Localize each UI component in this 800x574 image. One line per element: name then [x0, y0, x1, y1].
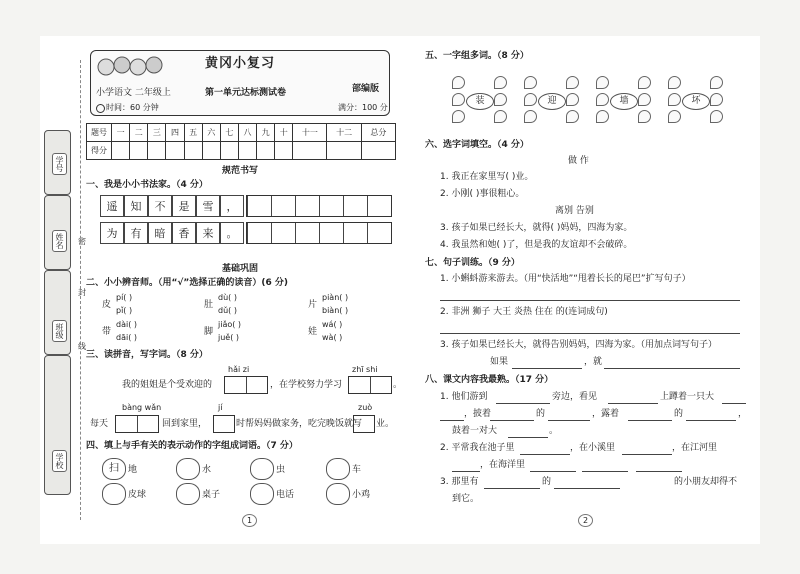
q2-char: 肚 — [204, 300, 214, 310]
score-head-8: 八 — [238, 124, 256, 142]
q8-text: ，露着 — [592, 409, 620, 419]
leaf-icon — [638, 76, 651, 89]
q3-answer-box[interactable] — [348, 376, 392, 394]
q6-sentence[interactable]: 1. 我正在家里写( )业。 — [440, 172, 534, 182]
q1-copy-grid-1[interactable] — [246, 195, 392, 217]
score-head-2: 二 — [130, 124, 148, 142]
score-cell[interactable] — [361, 142, 395, 160]
q8-title: 八、课文内容我最熟。（17 分） — [425, 375, 554, 385]
score-head-9: 九 — [257, 124, 275, 142]
q6-sentence[interactable]: 2. 小刚( )事很粗心。 — [440, 189, 525, 199]
q2-option[interactable]: dù( ) — [218, 293, 237, 302]
score-row-label: 得分 — [87, 142, 112, 160]
leaf-icon — [710, 76, 723, 89]
score-cell[interactable] — [202, 142, 220, 160]
leaf-icon — [494, 93, 507, 106]
q2-char: 皮 — [102, 300, 112, 310]
q8-text: 鼓着一对大 — [452, 426, 498, 436]
leaf-icon — [668, 110, 681, 123]
clock-icon — [96, 104, 105, 113]
brand-title: 黄冈小复习 — [205, 56, 276, 71]
q8-blank[interactable] — [608, 403, 658, 404]
q8-blank[interactable] — [440, 420, 464, 421]
q8-blank[interactable] — [686, 420, 736, 421]
q8-blank[interactable] — [628, 420, 672, 421]
q8-blank[interactable] — [548, 420, 590, 421]
section-basic-title: 基础巩固 — [222, 264, 259, 274]
sidebar-box-4 — [44, 355, 71, 495]
q2-option[interactable]: dāi( ) — [116, 333, 137, 342]
q7-sentence: 1. 小蝌蚪游来游去。（用“快活地”“甩着长长的尾巴”扩写句子） — [440, 274, 691, 284]
q3-answer-box[interactable] — [213, 415, 235, 433]
score-head-11: 十一 — [293, 124, 327, 142]
q1-char: 有 — [124, 222, 148, 244]
q2-option[interactable]: wá( ) — [322, 320, 343, 329]
q7-title: 七、句子训练。（9 分） — [425, 258, 520, 268]
q8-blank[interactable] — [484, 488, 540, 489]
q4-flower-blank[interactable] — [250, 458, 274, 480]
score-cell[interactable] — [293, 142, 327, 160]
score-cell[interactable] — [257, 142, 275, 160]
q8-text: 3. 那里有 — [440, 477, 479, 487]
q7-answer-line[interactable] — [440, 300, 740, 301]
leaf-icon — [596, 93, 609, 106]
q1-char: ， — [220, 195, 244, 217]
section-normative-title: 规范书写 — [222, 166, 259, 176]
q4-item: 电话 — [276, 490, 295, 500]
q1-copy-grid-2[interactable] — [246, 222, 392, 244]
q8-blank[interactable] — [452, 471, 480, 472]
q2-char: 片 — [308, 300, 318, 310]
score-head-0: 题号 — [87, 124, 112, 142]
kids-icon — [96, 53, 168, 81]
q3-pinyin: bàng wǎn — [122, 403, 162, 412]
leaf-icon — [452, 110, 465, 123]
q4-flower-blank[interactable] — [176, 483, 200, 505]
q2-option[interactable]: wà( ) — [322, 333, 343, 342]
q1-char: 雪 — [196, 195, 220, 217]
q1-char: 暗 — [148, 222, 172, 244]
q8-text: ，在海洋里 — [480, 460, 526, 470]
q2-option[interactable]: biàn( ) — [322, 306, 349, 315]
q2-title: 二、小小辨音师。（用“√”选择正确的读音）(6 分) — [86, 278, 288, 288]
q3-text: 业。 — [376, 419, 395, 429]
leaf-icon — [668, 93, 681, 106]
subject-label: 小学语文 二年级上 — [96, 88, 171, 98]
q8-blank[interactable] — [636, 471, 682, 472]
exam-title: 第一单元达标测试卷 — [205, 88, 287, 98]
q2-option[interactable]: pǐ( ) — [116, 306, 133, 315]
q7-sentence: 2. 非洲 狮子 大王 炎热 住在 的(连词成句) — [440, 307, 608, 317]
q7-text: 如果 — [490, 357, 509, 367]
full-score-label: 满分：100 分 — [338, 103, 388, 112]
q8-blank[interactable] — [722, 403, 746, 404]
leaf-icon — [596, 110, 609, 123]
q4-example-flower: 扫 — [102, 458, 126, 480]
q8-text: 的 — [674, 409, 684, 419]
leaf-icon — [710, 93, 723, 106]
leaf-icon — [524, 110, 537, 123]
score-cell[interactable] — [327, 142, 361, 160]
sidebar-box-3 — [44, 270, 71, 355]
score-cell[interactable] — [130, 142, 148, 160]
q4-item: 水 — [202, 465, 212, 475]
q6-sentence[interactable]: 3. 孩子如果已经长大，就得( )妈妈，四海为家。 — [440, 223, 633, 233]
score-head-1: 一 — [112, 124, 130, 142]
q2-option[interactable]: dài( ) — [116, 320, 137, 329]
q1-char: 遥 — [100, 195, 124, 217]
q7-answer-line[interactable] — [604, 368, 740, 369]
q3-text: 我的姐姐是个受欢迎的 — [122, 380, 213, 390]
q8-text: 2. 平常我在池子里 — [440, 443, 515, 453]
q2-option[interactable]: dǔ( ) — [218, 306, 237, 315]
q8-text: ，在江河里 — [672, 443, 718, 453]
edition-label: 部编版 — [352, 84, 380, 94]
q3-text: 回到家里， — [162, 419, 208, 429]
q8-blank[interactable] — [520, 454, 570, 455]
q2-option[interactable]: piàn( ) — [322, 293, 349, 302]
q7-sentence: 3. 孩子如果已经长大，就得告别妈妈，四海为家。（用加点词写句子） — [440, 340, 717, 350]
leaf-icon — [452, 76, 465, 89]
q5-char-oval: 装 — [466, 93, 494, 110]
page-number-2: 2 — [578, 514, 593, 527]
q8-text: 的 — [542, 477, 552, 487]
cut-line — [80, 60, 81, 520]
q8-text: 的小朋友却得不 — [674, 477, 738, 487]
q8-text: 1. 他们游到 — [440, 392, 488, 402]
page-number-1: 1 — [242, 514, 257, 527]
q1-char: 不 — [148, 195, 172, 217]
q3-pinyin: jí — [218, 403, 223, 412]
q5-title: 五、一字组多词。（8 分） — [425, 51, 529, 61]
sidebar-label-student-id: 学号 — [52, 153, 67, 175]
q7-answer-line[interactable] — [440, 333, 740, 334]
score-head-12: 十二 — [327, 124, 361, 142]
q8-text: ，在小溪里 — [570, 443, 616, 453]
q3-answer-box[interactable] — [224, 376, 268, 394]
leaf-icon — [452, 93, 465, 106]
cut-mark-feng: 封 — [78, 288, 86, 297]
q3-text: 。 — [393, 380, 403, 390]
leaf-icon — [566, 110, 579, 123]
q6-title: 六、选字词填空。（4 分） — [425, 140, 529, 150]
q3-text: 时帮妈妈做家务，吃完晚饭就写 — [236, 419, 363, 429]
q1-title: 一、我是小小书法家。（4 分） — [86, 180, 208, 190]
q4-item: 虫 — [276, 465, 286, 475]
score-cell[interactable] — [275, 142, 293, 160]
score-cell[interactable] — [148, 142, 166, 160]
q6-word-pair-2: 离别 告别 — [555, 206, 594, 216]
q3-pinyin: zhī shi — [352, 365, 378, 374]
q2-char: 带 — [102, 327, 112, 337]
q4-flower-blank[interactable] — [326, 458, 350, 480]
q4-item: 小鸡 — [352, 490, 371, 500]
leaf-icon — [668, 76, 681, 89]
cut-mark-xian: 线 — [78, 342, 86, 351]
q2-char: 脚 — [204, 327, 214, 337]
q2-option[interactable]: jiǎo( ) — [218, 320, 242, 329]
score-cell[interactable] — [112, 142, 130, 160]
q4-item: 皮球 — [128, 490, 147, 500]
leaf-icon — [638, 93, 651, 106]
q3-pinyin: zuò — [358, 403, 373, 412]
q8-text: 到它。 — [452, 494, 480, 504]
q1-char: 香 — [172, 222, 196, 244]
q1-char: 为 — [100, 222, 124, 244]
leaf-icon — [596, 76, 609, 89]
score-cell[interactable] — [184, 142, 202, 160]
q2-char: 娃 — [308, 327, 318, 337]
kids-illustration — [96, 53, 168, 81]
q1-char: 是 — [172, 195, 196, 217]
q8-text: 旁边，看见 — [552, 392, 598, 402]
q4-flower-blank[interactable] — [176, 458, 200, 480]
cut-mark-mi: 密 — [78, 237, 86, 246]
score-head-3: 三 — [148, 124, 166, 142]
q4-flower-blank[interactable] — [250, 483, 274, 505]
q4-flower-blank[interactable] — [102, 483, 126, 505]
q6-sentence[interactable]: 4. 我虽然和她( )了，但是我的友谊却不会破碎。 — [440, 240, 633, 250]
score-cell[interactable] — [238, 142, 256, 160]
q8-text: 上蹲着一只大 — [660, 392, 715, 402]
leaf-icon — [566, 93, 579, 106]
q1-char: 来 — [196, 222, 220, 244]
q7-text: ，就 — [584, 357, 603, 367]
q8-blank[interactable] — [496, 403, 550, 404]
q3-answer-box[interactable] — [115, 415, 159, 433]
q8-blank[interactable] — [490, 420, 534, 421]
q2-option[interactable]: juě( ) — [218, 333, 239, 342]
q3-title: 三、读拼音，写字词。（8 分） — [86, 350, 208, 360]
score-head-4: 四 — [166, 124, 184, 142]
q8-text: ，披着 — [464, 409, 492, 419]
q5-char-oval: 墙 — [610, 93, 638, 110]
q3-text: ，在学校努力学习 — [270, 380, 343, 390]
q3-pinyin: hǎi zi — [228, 365, 250, 374]
score-cell[interactable] — [220, 142, 238, 160]
q8-blank[interactable] — [530, 471, 576, 472]
sidebar-label-school: 学校 — [52, 450, 67, 472]
q8-text: ， — [738, 409, 748, 419]
q4-item: 桌子 — [202, 490, 221, 500]
score-head-10: 十 — [275, 124, 293, 142]
sidebar-label-class: 班级 — [52, 320, 67, 342]
q8-blank[interactable] — [554, 488, 620, 489]
leaf-icon — [566, 76, 579, 89]
time-label: 时间：60 分钟 — [106, 103, 159, 112]
score-head-5: 五 — [184, 124, 202, 142]
sidebar-label-name: 姓名 — [52, 230, 67, 252]
score-head-7: 七 — [220, 124, 238, 142]
leaf-icon — [524, 93, 537, 106]
q4-flower-blank[interactable] — [326, 483, 350, 505]
q8-text: 。 — [549, 426, 559, 436]
leaf-icon — [494, 76, 507, 89]
q1-char: 知 — [124, 195, 148, 217]
score-head-13: 总分 — [361, 124, 395, 142]
score-cell[interactable] — [166, 142, 184, 160]
q1-char: 。 — [220, 222, 244, 244]
leaf-icon — [524, 76, 537, 89]
q4-title: 四、填上与手有关的表示动作的字组成词语。（7 分） — [86, 441, 298, 451]
leaf-icon — [710, 110, 723, 123]
q3-text: 每天 — [90, 419, 109, 429]
q8-text: 的 — [536, 409, 546, 419]
q7-answer-line[interactable] — [512, 368, 582, 369]
q5-char-oval: 迎 — [538, 93, 566, 110]
q8-blank[interactable] — [622, 454, 672, 455]
score-head-6: 六 — [202, 124, 220, 142]
q5-char-oval: 坏 — [682, 93, 710, 110]
q8-blank[interactable] — [582, 471, 628, 472]
score-table — [86, 123, 396, 160]
leaf-icon — [638, 110, 651, 123]
q8-blank[interactable] — [508, 437, 548, 438]
leaf-icon — [494, 110, 507, 123]
q4-item: 车 — [352, 465, 362, 475]
q3-answer-box[interactable] — [353, 415, 375, 433]
q6-word-pair-1: 做 作 — [568, 156, 589, 166]
q2-option[interactable]: pí( ) — [116, 293, 133, 302]
q4-item: 地 — [128, 465, 138, 475]
